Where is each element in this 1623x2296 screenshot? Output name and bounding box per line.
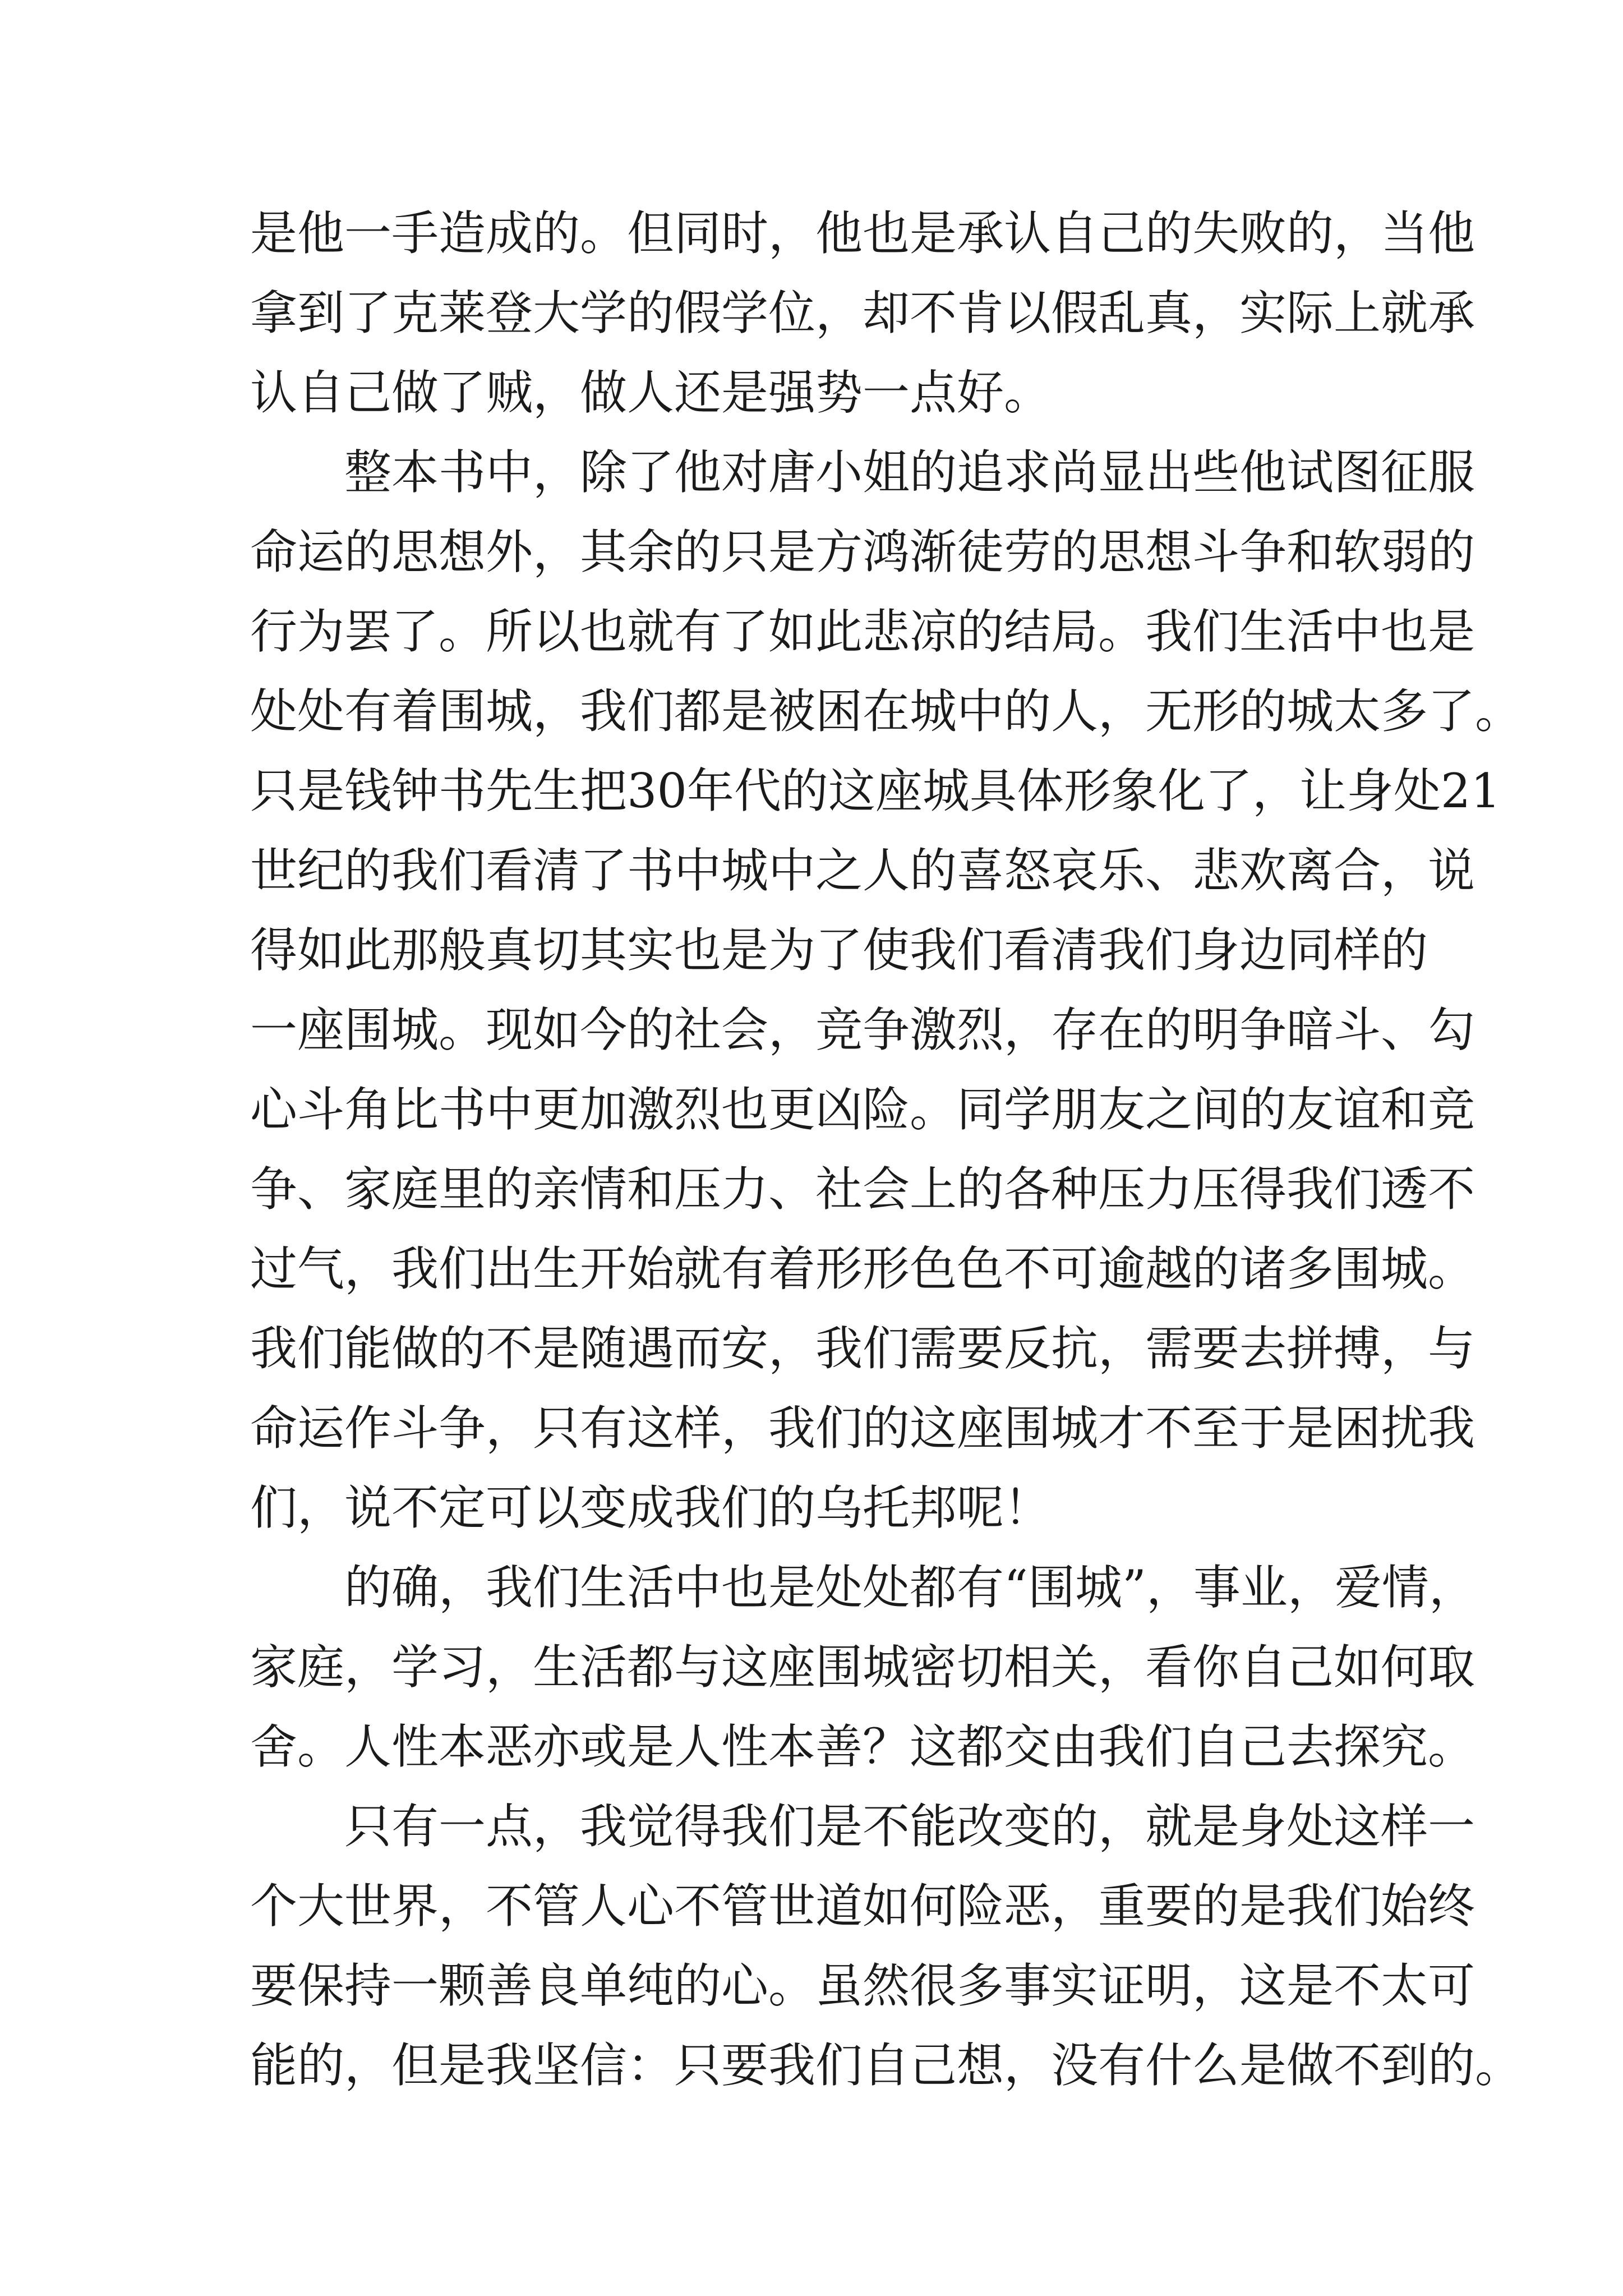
text-line: 个大世界，不管人心不管世道如何险恶，重要的是我们始终 [250,1879,1476,1934]
text-line: 家庭，学习，生活都与这座围城密切相关，看你自己如何取 [250,1640,1476,1695]
text-line: 命运作斗争，只有这样，我们的这座围城才不至于是困扰我 [250,1401,1476,1456]
text-line: 是他一手造成的。但同时，他也是承认自己的失败的，当他 [250,206,1476,261]
text-line: 一座围城。现如今的社会，竞争激烈，存在的明争暗斗、勾 [250,1002,1476,1057]
paragraph [250,194,1476,432]
text-line: 能的，但是我坚信：只要我们自己想，没有什么是做不到的。 [250,2038,1523,2093]
text-line: 处处有着围城，我们都是被困在城中的人，无形的城太多了。 [250,684,1523,739]
text-line: 我们能做的不是随遇而安，我们需要反抗，需要去拼搏，与 [250,1321,1476,1376]
text-line: 只是钱钟书先生把30年代的这座城具体形象化了，让身处21 [250,763,1501,818]
text-line: 行为罢了。所以也就有了如此悲凉的结局。我们生活中也是 [250,604,1476,659]
text-line: 争、家庭里的亲情和压力、社会上的各种压力压得我们透不 [250,1162,1476,1217]
text-line: 只有一点，我觉得我们是不能改变的，就是身处这样一 [344,1799,1476,1854]
paragraph [250,432,1523,1548]
text-line: 的确，我们生活中也是处处都有“围城”，事业，爱情， [344,1560,1476,1615]
text-line: 心斗角比书中更加激烈也更凶险。同学朋友之间的友谊和竞 [250,1082,1476,1137]
text-line: 拿到了克莱登大学的假学位，却不肯以假乱真，实际上就承 [250,286,1476,341]
text-line: 认自己做了贼，做人还是强势一点好。 [250,365,1052,420]
text-line: 们，说不定可以变成我们的乌托邦呢！ [250,1480,1052,1535]
paragraph [250,1548,1476,1787]
text-line: 过气，我们出生开始就有着形形色色不可逾越的诸多围城。 [250,1241,1476,1296]
text-line: 命运的思想外，其余的只是方鸿渐徒劳的思想斗争和软弱的 [250,524,1476,579]
text-line: 世纪的我们看清了书中城中之人的喜怒哀乐、悲欢离合，说 [250,843,1476,898]
paragraph [250,1787,1523,2105]
text-line: 得如此那般真切其实也是为了使我们看清我们身边同样的 [250,923,1428,978]
text-line: 整本书中，除了他对唐小姐的追求尚显出些他试图征服 [344,445,1476,500]
text-line: 舍。人性本恶亦或是人性本善？这都交由我们自己去探究。 [250,1719,1476,1774]
text-line: 要保持一颗善良单纯的心。虽然很多事实证明，这是不太可 [250,1958,1476,2013]
document-body [250,194,1523,2105]
